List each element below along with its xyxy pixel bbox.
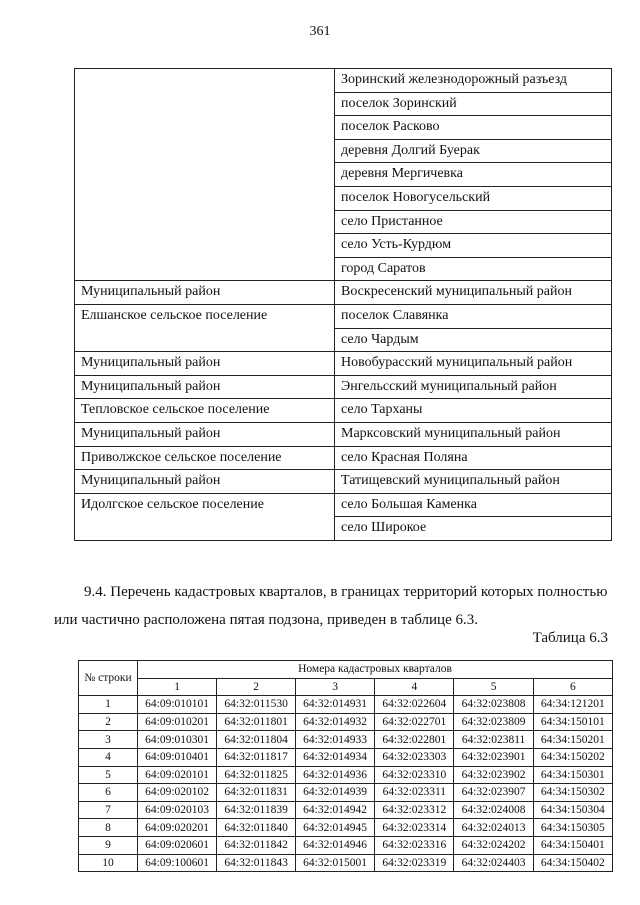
cadastral-number-cell: 64:32:014931: [295, 696, 374, 714]
cadastral-number-cell: 64:32:011839: [217, 801, 296, 819]
settlement-row: [75, 304, 612, 328]
table-row: [79, 836, 613, 854]
cadastral-number-cell: 64:32:011825: [217, 766, 296, 784]
settlement-row: [75, 422, 612, 446]
group-header: Номера кадастровых кварталов: [138, 661, 613, 679]
settlement-row: [75, 493, 612, 517]
cadastral-number-cell: 64:32:014933: [295, 731, 374, 749]
cadastral-number-cell: 64:09:020601: [138, 836, 217, 854]
table-row: [79, 766, 613, 784]
settlement-cell: Татищевский муниципальный район: [335, 470, 612, 494]
cadastral-number-cell: 64:32:014942: [295, 801, 374, 819]
row-number-cell: 8: [79, 819, 138, 837]
section-paragraph: [54, 578, 610, 634]
admin-unit-cell: Муниципальный район: [75, 422, 335, 446]
admin-unit-cell: Тепловское сельское поселение: [75, 399, 335, 423]
table-row: [79, 784, 613, 802]
cadastral-number-cell: 64:34:150202: [533, 748, 612, 766]
row-number-cell: 10: [79, 854, 138, 872]
cadastral-number-cell: 64:09:020102: [138, 784, 217, 802]
cadastral-number-cell: 64:32:014945: [295, 819, 374, 837]
cadastral-number-cell: 64:32:014946: [295, 836, 374, 854]
cadastral-number-cell: 64:32:023312: [375, 801, 454, 819]
settlement-cell: деревня Мергичевка: [335, 163, 612, 187]
cadastral-number-cell: 64:32:023303: [375, 748, 454, 766]
settlement-cell: поселок Зоринский: [335, 92, 612, 116]
table-row: [79, 819, 613, 837]
settlement-row: [75, 446, 612, 470]
admin-unit-cell: Муниципальный район: [75, 352, 335, 376]
cadastral-number-cell: 64:09:010101: [138, 696, 217, 714]
row-number-cell: 5: [79, 766, 138, 784]
cadastral-number-cell: 64:09:100601: [138, 854, 217, 872]
admin-unit-cell: Муниципальный район: [75, 375, 335, 399]
admin-unit-cell: Идолгское сельское поселение: [75, 493, 335, 540]
cadastral-number-cell: 64:32:014939: [295, 784, 374, 802]
cadastral-number-cell: 64:32:024403: [454, 854, 533, 872]
cadastral-number-cell: 64:32:023808: [454, 696, 533, 714]
cadastral-number-cell: 64:32:023316: [375, 836, 454, 854]
settlement-row: [75, 352, 612, 376]
cadastral-number-cell: 64:32:023901: [454, 748, 533, 766]
cadastral-number-cell: 64:32:014934: [295, 748, 374, 766]
column-number-header: 1: [138, 678, 217, 696]
settlement-cell: село Пристанное: [335, 210, 612, 234]
row-number-cell: 2: [79, 713, 138, 731]
cadastral-number-cell: 64:32:022801: [375, 731, 454, 749]
admin-unit-cell: Муниципальный район: [75, 470, 335, 494]
settlement-cell: село Большая Каменка: [335, 493, 612, 517]
table-row: [79, 854, 613, 872]
row-number-cell: 3: [79, 731, 138, 749]
admin-unit-cell: Муниципальный район: [75, 281, 335, 305]
cadastral-number-cell: 64:32:015001: [295, 854, 374, 872]
cadastral-number-cell: 64:32:011804: [217, 731, 296, 749]
settlement-row: [75, 69, 612, 93]
cadastral-number-cell: 64:32:022604: [375, 696, 454, 714]
settlement-cell: поселок Славянка: [335, 304, 612, 328]
row-number-cell: 9: [79, 836, 138, 854]
column-number-header: 3: [295, 678, 374, 696]
settlement-cell: поселок Расково: [335, 116, 612, 140]
settlement-cell: город Саратов: [335, 257, 612, 281]
settlement-cell: село Усть-Курдюм: [335, 234, 612, 258]
settlements-table: [74, 68, 612, 541]
cadastral-number-cell: 64:09:020201: [138, 819, 217, 837]
column-number-header: 6: [533, 678, 612, 696]
settlement-cell: село Красная Поляна: [335, 446, 612, 470]
cadastral-number-cell: 64:32:014936: [295, 766, 374, 784]
settlement-cell: Марксовский муниципальный район: [335, 422, 612, 446]
row-number-header: № строки: [79, 661, 138, 696]
cadastral-number-cell: 64:32:023811: [454, 731, 533, 749]
cadastral-number-cell: 64:34:150305: [533, 819, 612, 837]
cadastral-number-cell: 64:34:150301: [533, 766, 612, 784]
settlement-cell: деревня Долгий Буерак: [335, 139, 612, 163]
settlement-cell: Энгельсский муниципальный район: [335, 375, 612, 399]
table-row: [79, 713, 613, 731]
cadastral-number-cell: 64:09:020103: [138, 801, 217, 819]
cadastral-number-cell: 64:32:011801: [217, 713, 296, 731]
table-row: [79, 696, 613, 714]
settlement-cell: Зоринский железнодорожный разъезд: [335, 69, 612, 93]
cadastral-number-cell: 64:32:023319: [375, 854, 454, 872]
column-number-header: 4: [375, 678, 454, 696]
cadastral-number-cell: 64:34:150101: [533, 713, 612, 731]
cadastral-number-cell: 64:32:023310: [375, 766, 454, 784]
cadastral-number-cell: 64:32:011843: [217, 854, 296, 872]
admin-unit-cell: [75, 69, 335, 281]
cadastral-number-cell: 64:32:024008: [454, 801, 533, 819]
cadastral-number-cell: 64:34:150302: [533, 784, 612, 802]
cadastral-number-cell: 64:34:150402: [533, 854, 612, 872]
cadastral-number-cell: 64:32:023314: [375, 819, 454, 837]
settlement-row: [75, 399, 612, 423]
settlement-row: [75, 375, 612, 399]
settlement-cell: поселок Новогусельский: [335, 186, 612, 210]
cadastral-number-cell: 64:32:024013: [454, 819, 533, 837]
paragraph-line-1: 9.4. Перечень кадастровых кварталов, в границах территорий которых полностью: [84, 584, 608, 600]
cadastral-number-cell: 64:32:014932: [295, 713, 374, 731]
cadastral-number-cell: 64:34:150401: [533, 836, 612, 854]
cadastral-quarters-table: [78, 660, 613, 872]
cadastral-number-cell: 64:09:010401: [138, 748, 217, 766]
cadastral-number-cell: 64:32:023311: [375, 784, 454, 802]
paragraph-line-2: или частично расположена пятая подзона, приведен в таблице 6.3.: [54, 612, 478, 628]
cadastral-number-cell: 64:32:022701: [375, 713, 454, 731]
cadastral-number-cell: 64:32:011840: [217, 819, 296, 837]
cadastral-number-cell: 64:32:023902: [454, 766, 533, 784]
cadastral-number-cell: 64:32:023907: [454, 784, 533, 802]
row-number-cell: 7: [79, 801, 138, 819]
settlement-cell: село Чардым: [335, 328, 612, 352]
settlement-cell: село Широкое: [335, 517, 612, 541]
row-number-cell: 4: [79, 748, 138, 766]
settlement-row: [75, 470, 612, 494]
settlement-cell: Новобурасский муниципальный район: [335, 352, 612, 376]
cadastral-number-cell: 64:32:011530: [217, 696, 296, 714]
settlement-cell: Воскресенский муниципальный район: [335, 281, 612, 305]
cadastral-number-cell: 64:34:150201: [533, 731, 612, 749]
column-number-header: 2: [217, 678, 296, 696]
cadastral-number-cell: 64:34:150304: [533, 801, 612, 819]
table-caption: Таблица 6.3: [532, 630, 608, 646]
cadastral-number-cell: 64:09:010301: [138, 731, 217, 749]
cadastral-number-cell: 64:32:011817: [217, 748, 296, 766]
admin-unit-cell: Елшанское сельское поселение: [75, 304, 335, 351]
table-row: [79, 748, 613, 766]
row-number-cell: 6: [79, 784, 138, 802]
cadastral-number-cell: 64:34:121201: [533, 696, 612, 714]
settlement-cell: село Тарханы: [335, 399, 612, 423]
table-row: [79, 731, 613, 749]
cadastral-number-cell: 64:32:011842: [217, 836, 296, 854]
cadastral-number-cell: 64:32:011831: [217, 784, 296, 802]
cadastral-number-cell: 64:32:023809: [454, 713, 533, 731]
cadastral-number-cell: 64:32:024202: [454, 836, 533, 854]
cadastral-number-cell: 64:09:010201: [138, 713, 217, 731]
column-number-header: 5: [454, 678, 533, 696]
cadastral-number-cell: 64:09:020101: [138, 766, 217, 784]
page-number: 361: [309, 24, 331, 39]
table-row: [79, 801, 613, 819]
row-number-cell: 1: [79, 696, 138, 714]
settlement-row: [75, 281, 612, 305]
admin-unit-cell: Приволжское сельское поселение: [75, 446, 335, 470]
